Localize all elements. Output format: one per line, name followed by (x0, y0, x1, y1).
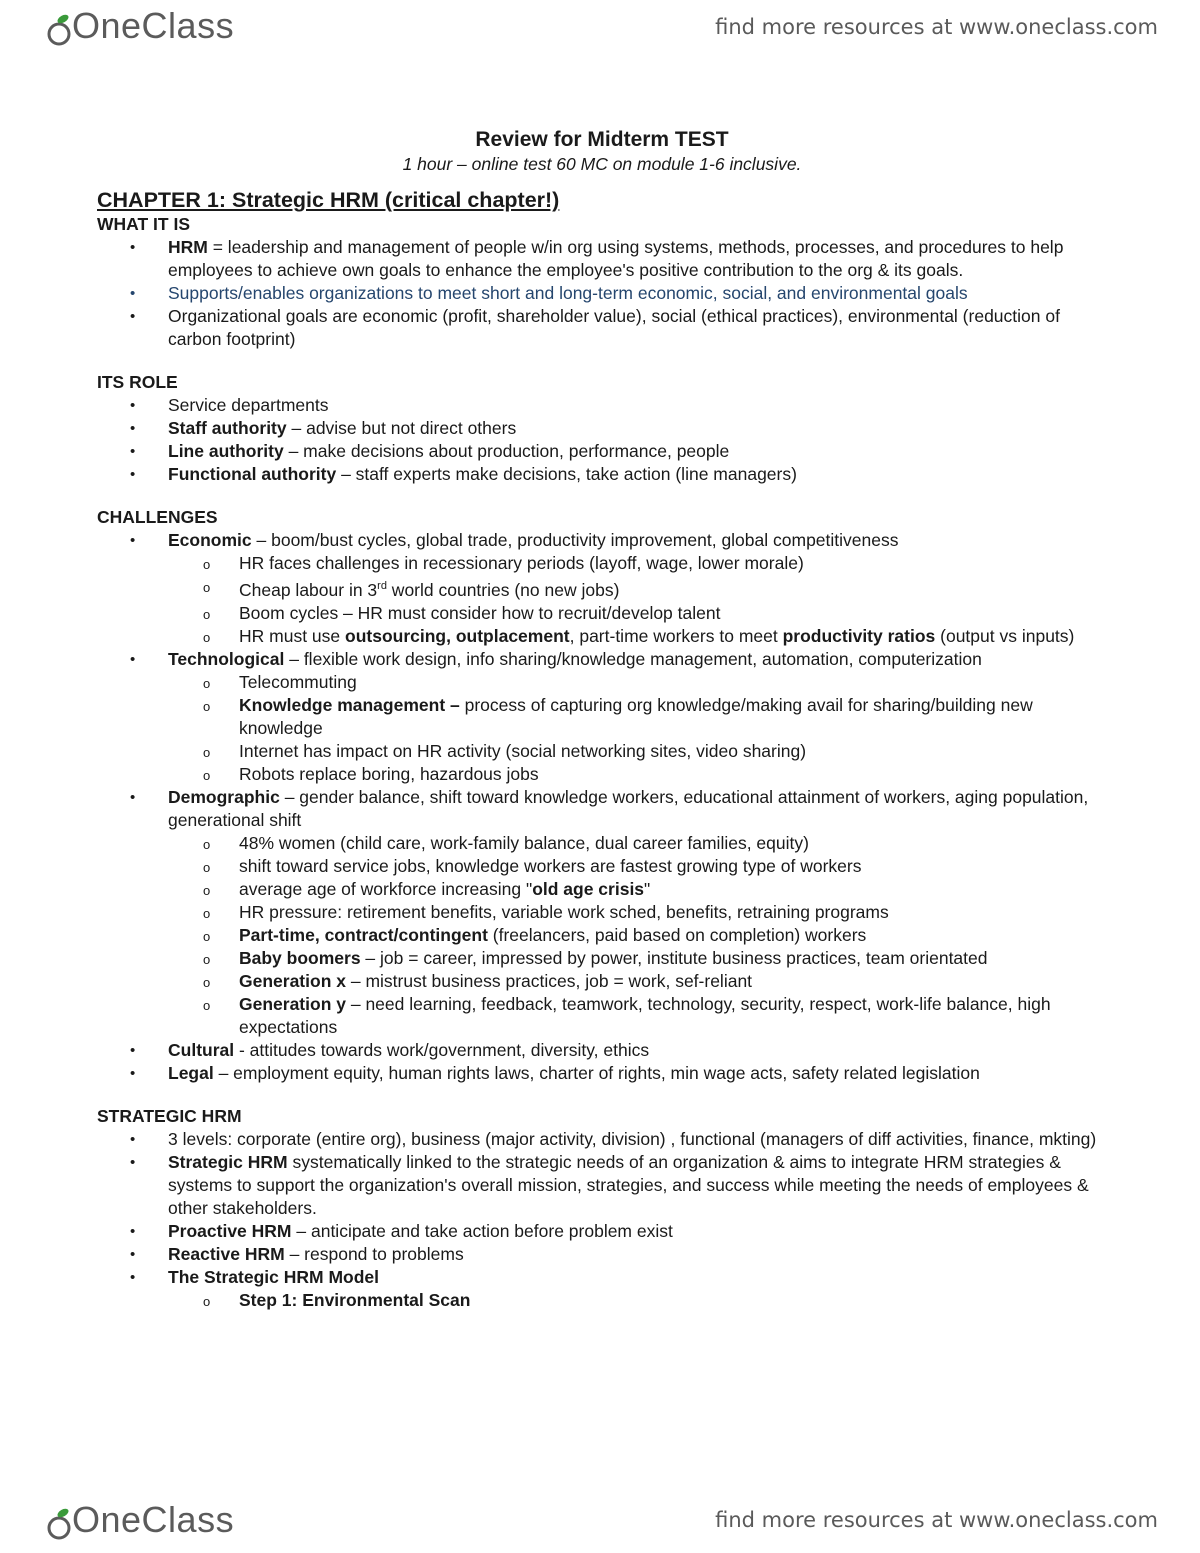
what-list (97, 236, 1107, 351)
sub-list-item: o Cheap labour in 3rd world countries (no new jobs) (239, 575, 1107, 602)
sub-list (168, 1289, 1107, 1312)
sub-list-item: o Internet has impact on HR activity (social networking sites, video sharing) (239, 740, 1107, 763)
role-list (97, 394, 1107, 486)
sub-list-item: o 48% women (child care, work-family balance, dual career families, equity) (239, 832, 1107, 855)
section-heading-strategic: STRATEGIC HRM (97, 1105, 242, 1126)
list-item: • Strategic HRM systematically linked to the strategic needs of an organization & aims to integrate HRM strategies & systems to support the organization's overall mission, strategies, and success while meeting the needs of employees & other stakeholders. (168, 1151, 1107, 1220)
document-body (97, 127, 1107, 1312)
logo-text: OneClass (72, 1499, 235, 1540)
sub-list-item: o Part-time, contract/contingent (freelancers, paid based on completion) workers (239, 924, 1107, 947)
list-item: • Economic – boom/bust cycles, global trade, productivity improvement, global competitiveness o HR faces challenges in recessionary periods (layoff, wage, lower morale) o Cheap labour in 3rd world countries (no new jobs) o Boom cycles – HR must consider how to recruit/develop talent o HR must use outsourcing, outplacement, part-time workers to meet productivity ratios (output vs inputs) (168, 529, 1107, 648)
sub-list-item: o Step 1: Environmental Scan (239, 1289, 1107, 1312)
section-heading-what: WHAT IT IS (97, 214, 190, 234)
sub-list-item: o Generation y – need learning, feedback, teamwork, technology, security, respect, work-life balance, high expectations (239, 993, 1107, 1039)
list-item: • Line authority – make decisions about production, performance, people (168, 440, 1107, 463)
document-subtitle: 1 hour – online test 60 MC on module 1-6 inclusive. (402, 154, 802, 174)
sub-list-item: o average age of workforce increasing "old age crisis" (239, 878, 1107, 901)
oneclass-logo-top[interactable] (46, 6, 234, 46)
sub-list-item: o Baby boomers – job = career, impressed by power, institute business practices, team orientated (239, 947, 1107, 970)
challenges-list (97, 529, 1107, 1085)
sub-list-item: o HR must use outsourcing, outplacement, part-time workers to meet productivity ratios (output vs inputs) (239, 625, 1107, 648)
list-item: • Organizational goals are economic (profit, shareholder value), social (ethical practices), environmental (reduction of carbon footprint) (168, 305, 1107, 351)
list-item: • Demographic – gender balance, shift toward knowledge workers, educational attainment of workers, aging population, generational shift o 48% women (child care, work-family balance, dual career families, equity) o shift toward service jobs, knowledge workers are fastest growing type of workers o average age of workforce increasing "old age crisis" o HR pressure: retirement benefits, variable work sched, benefits, retraining programs o Part-time, contract/contingent (freelancers, paid based on completion) workers o Baby boomers – job = career, impressed by power, institute business practices, team orientated o Generation x – mistrust business practices, job = work, sef-reliant o Generation y – need learning, feedback, teamwork, technology, security, respect, work-life balance, high expectations (168, 786, 1107, 1039)
list-item: • Supports/enables organizations to meet short and long-term economic, social, and environmental goals (168, 282, 1107, 305)
oneclass-logo-bottom[interactable] (46, 1500, 234, 1540)
chapter-heading: CHAPTER 1: Strategic HRM (critical chapter!) (97, 188, 560, 212)
list-item: • Functional authority – staff experts make decisions, take action (line managers) (168, 463, 1107, 486)
sub-list-item: o Robots replace boring, hazardous jobs (239, 763, 1107, 786)
list-item: • The Strategic HRM Model o Step 1: Environmental Scan (168, 1266, 1107, 1312)
list-item: • Proactive HRM – anticipate and take action before problem exist (168, 1220, 1107, 1243)
list-item: • Cultural - attitudes towards work/government, diversity, ethics (168, 1039, 1107, 1062)
sub-list-item: o HR faces challenges in recessionary periods (layoff, wage, lower morale) (239, 552, 1107, 575)
list-item: • Reactive HRM – respond to problems (168, 1243, 1107, 1266)
logo-text: OneClass (72, 5, 235, 46)
sub-list-item: o Knowledge management – process of capturing org knowledge/making avail for sharing/building new knowledge (239, 694, 1107, 740)
sub-list-item: o Generation x – mistrust business practices, job = work, sef-reliant (239, 970, 1107, 993)
document-title: Review for Midterm TEST (475, 128, 729, 151)
tagline-link-bottom[interactable]: find more resources at www.oneclass.com (715, 1508, 1158, 1532)
section-heading-challenges: CHALLENGES (97, 507, 218, 527)
sub-list (168, 671, 1107, 786)
sub-list-item: o Telecommuting (239, 671, 1107, 694)
list-item: • Technological – flexible work design, info sharing/knowledge management, automation, computerization o Telecommuting o Knowledge management – process of capturing org knowledge/making avail for sharing/building new knowledge o Internet has impact on HR activity (social networking sites, video sharing) o Robots replace boring, hazardous jobs (168, 648, 1107, 786)
strategic-list (97, 1128, 1107, 1312)
list-item: • 3 levels: corporate (entire org), business (major activity, division) , functional (managers of diff activities, finance, mkting) (168, 1128, 1107, 1151)
sub-list-item: o Boom cycles – HR must consider how to recruit/develop talent (239, 602, 1107, 625)
apple-leaf-icon (46, 12, 72, 46)
sub-list-item: o HR pressure: retirement benefits, variable work sched, benefits, retraining programs (239, 901, 1107, 924)
list-item: • Staff authority – advise but not direct others (168, 417, 1107, 440)
list-item: • HRM = leadership and management of people w/in org using systems, methods, processes, and procedures to help employees to achieve own goals to enhance the employee's positive contribution to the org & its goals. (168, 236, 1107, 282)
tagline-link-top[interactable]: find more resources at www.oneclass.com (715, 15, 1158, 39)
section-heading-role: ITS ROLE (97, 372, 178, 392)
apple-leaf-icon (46, 1506, 72, 1540)
list-item: • Legal – employment equity, human rights laws, charter of rights, min wage acts, safety related legislation (168, 1062, 1107, 1085)
sub-list (168, 832, 1107, 1039)
sub-list (168, 552, 1107, 648)
list-item: • Service departments (168, 394, 1107, 417)
sub-list-item: o shift toward service jobs, knowledge workers are fastest growing type of workers (239, 855, 1107, 878)
